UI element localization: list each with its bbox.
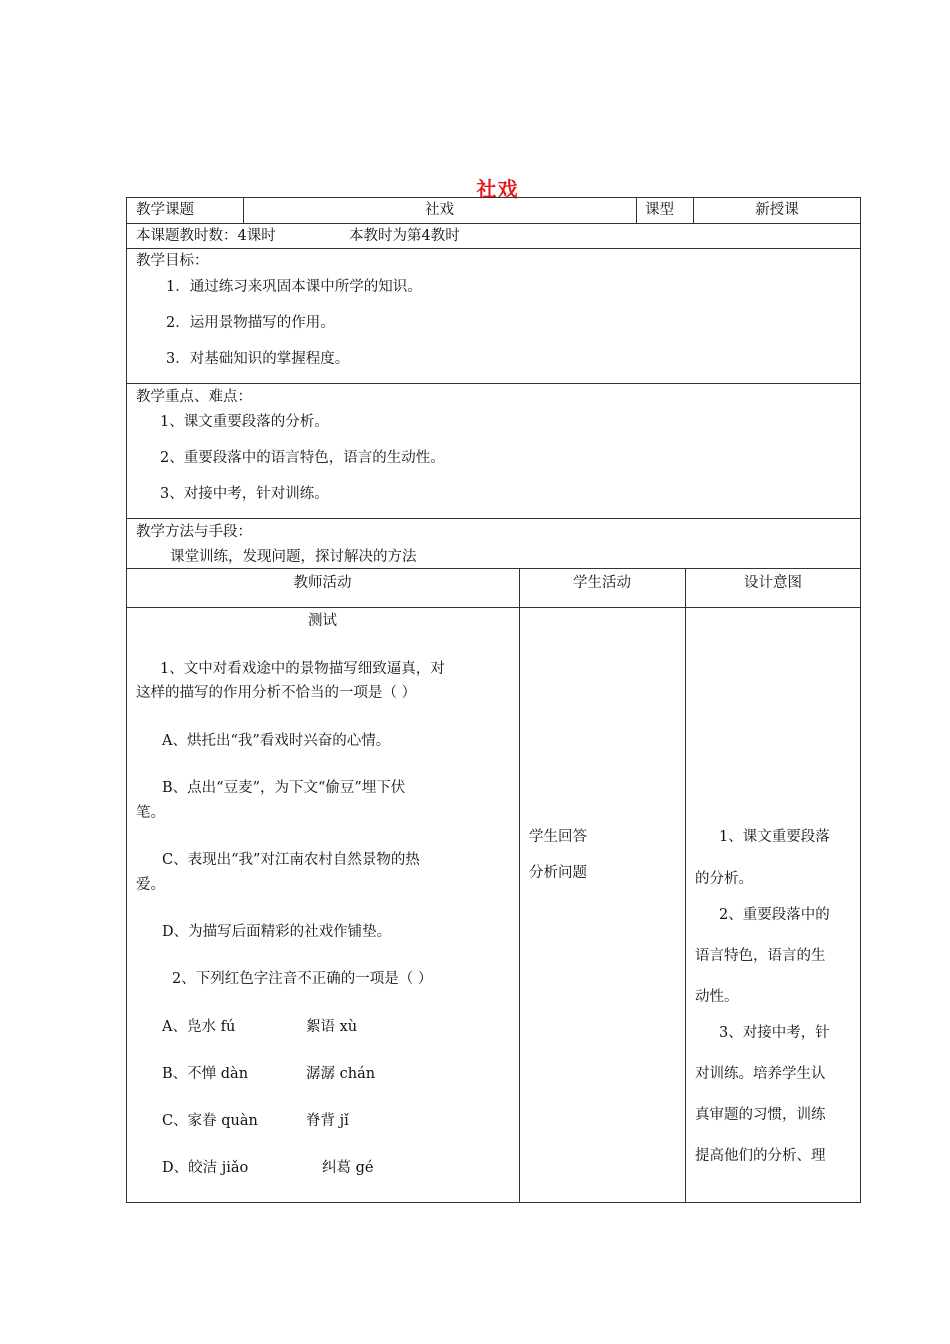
goal-item: 3．对基础知识的掌握程度。 <box>166 351 350 367</box>
current-hour: 本教时为第4教时 <box>349 228 460 244</box>
methods-heading: 教学方法与手段： <box>136 524 252 540</box>
goals-heading: 教学目标： <box>136 253 209 269</box>
row-divider <box>126 223 861 224</box>
design-line: 3、对接中考，针 <box>719 1025 830 1041</box>
row-divider <box>126 607 861 608</box>
lesson-label: 教学课题 <box>136 202 194 218</box>
option-d: D、为描写后面精彩的社戏作铺垫。 <box>162 924 392 940</box>
pinyin-option-pair: 絮语 xù <box>306 1019 358 1035</box>
test-title: 测试 <box>308 613 337 629</box>
question-2: 2、下列红色字注音不正确的一项是（ ） <box>172 971 433 987</box>
goal-item: 2．运用景物描写的作用。 <box>166 315 335 331</box>
design-line: 1、课文重要段落 <box>719 829 830 845</box>
option-c-cont: 爱。 <box>136 877 165 893</box>
col-divider <box>519 568 520 1203</box>
key-point-item: 3、对接中考，针对训练。 <box>160 486 329 502</box>
question-1: 1、文中对看戏途中的景物描写细致逼真，对 <box>160 661 445 677</box>
option-b-cont: 笔。 <box>136 805 165 821</box>
col-header-teacher: 教师活动 <box>293 575 352 591</box>
col-header-design: 设计意图 <box>744 575 802 591</box>
total-hours: 本课题教时数：4课时 <box>136 228 276 244</box>
row-divider <box>126 568 861 569</box>
design-line: 对训练。培养学生认 <box>695 1066 826 1082</box>
row-divider <box>126 248 861 249</box>
pinyin-option: D、皎洁 jiǎo <box>162 1160 249 1176</box>
page-title: 社戏 <box>476 177 519 201</box>
key-point-item: 1、课文重要段落的分析。 <box>160 414 329 430</box>
pinyin-option-pair: 潺潺 chán <box>306 1066 376 1082</box>
col-divider <box>636 197 637 223</box>
pinyin-option: C、家眷 quàn <box>162 1113 258 1129</box>
pinyin-option-pair: 纠葛 gé <box>322 1160 374 1176</box>
type-value: 新授课 <box>755 202 799 218</box>
row-divider <box>126 383 861 384</box>
lesson-value: 社戏 <box>425 202 454 218</box>
col-header-student: 学生活动 <box>573 575 631 591</box>
pinyin-option: B、不惮 dàn <box>162 1066 249 1082</box>
design-line: 动性。 <box>695 989 739 1005</box>
key-point-item: 2、重要段落中的语言特色，语言的生动性。 <box>160 450 445 466</box>
option-a: A、烘托出“我”看戏时兴奋的心情。 <box>162 733 391 749</box>
student-activity: 学生回答 <box>529 829 587 845</box>
design-line: 提高他们的分析、理 <box>695 1148 826 1164</box>
option-b: B、点出“豆麦”，为下文“偷豆”埋下伏 <box>162 780 406 796</box>
design-line: 2、重要段落中的 <box>719 907 830 923</box>
pinyin-option-pair: 脊背 jǐ <box>306 1113 349 1129</box>
question-1-cont: 这样的描写的作用分析不恰当的一项是（ ） <box>136 685 417 701</box>
type-label: 课型 <box>645 202 674 218</box>
pinyin-option: A、凫水 fú <box>162 1019 236 1035</box>
option-c: C、表现出“我”对江南农村自然景物的热 <box>162 852 420 868</box>
design-line: 真审题的习惯，训练 <box>695 1107 826 1123</box>
student-activity: 分析问题 <box>529 865 587 881</box>
row-divider <box>126 518 861 519</box>
design-line: 语言特色，语言的生 <box>695 948 826 964</box>
col-divider <box>685 568 686 1203</box>
design-line: 的分析。 <box>695 871 753 887</box>
key-points-heading: 教学重点、难点： <box>136 389 252 405</box>
methods-text: 课堂训练，发现问题，探讨解决的方法 <box>170 549 417 565</box>
goal-item: 1．通过练习来巩固本课中所学的知识。 <box>166 279 422 295</box>
